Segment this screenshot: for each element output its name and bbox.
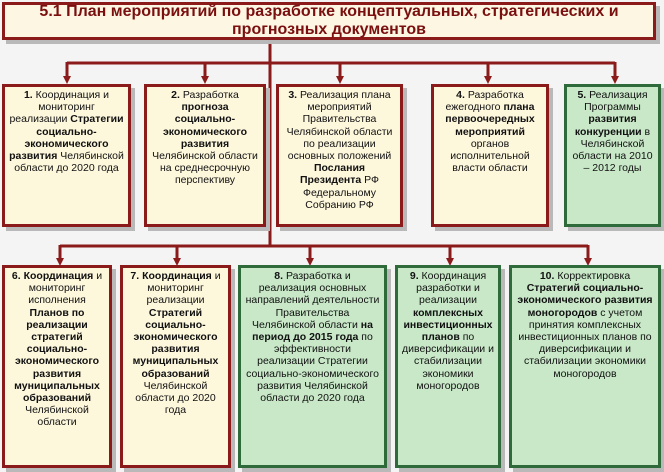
box-text: и мониторинг исполнения xyxy=(28,270,103,307)
box-text: с учетом принятия комплексных инвестиционных планов по диверсификации и стабилизации экономики моногородов xyxy=(518,306,652,380)
box-highlight: Планов по реализации стратегий социально-экономического развития муниципальных образований xyxy=(14,306,100,405)
box-number: 5. xyxy=(577,89,587,101)
box-text: Координация и мониторинг реализации xyxy=(9,89,110,126)
page-title: 5.1 План мероприятий по разработке концептуальных, стратегических и прогнозных документов xyxy=(2,2,656,40)
plan-box-6 xyxy=(2,265,112,468)
box-text: РФ Федеральному Собранию РФ xyxy=(302,174,380,211)
box-text: органов исполнительной власти области xyxy=(450,137,530,175)
box-text: и мониторинг реализации xyxy=(146,270,221,307)
box-number: 3. xyxy=(288,89,298,101)
box-text: Челябинской области xyxy=(25,404,89,429)
box-highlight: развития конкуренции xyxy=(574,113,642,138)
box-highlight: Стратегий социально-экономического развития муниципальных образований xyxy=(132,306,219,380)
box-number: 1. xyxy=(23,89,33,101)
box-highlight: на период до 2015 года xyxy=(252,318,373,344)
box-highlight: комплексных инвестиционных планов xyxy=(403,306,493,344)
box-number: 10. xyxy=(539,270,555,282)
box-highlight: Координация xyxy=(23,270,94,282)
box-highlight: Послания Президента xyxy=(299,162,366,187)
plan-box-1 xyxy=(2,84,131,227)
box-highlight: плана первоочередных мероприятий xyxy=(445,101,535,138)
box-highlight: прогноза социально-экономического развития xyxy=(163,101,247,150)
box-highlight: Координация xyxy=(142,270,212,282)
plan-box-4 xyxy=(431,84,549,227)
box-number: 9. xyxy=(409,270,419,282)
box-text: Реализация Программы xyxy=(584,89,648,114)
box-number: 6. xyxy=(11,270,21,282)
box-number: 2. xyxy=(171,89,180,101)
box-text: Координация разработки и реализации xyxy=(416,270,487,307)
plan-box-7 xyxy=(120,265,231,468)
box-text: Разработка ежегодного xyxy=(445,89,524,114)
plan-box-5 xyxy=(564,84,661,227)
box-number: 4. xyxy=(456,89,465,101)
box-highlight: Стратегий социально-экономического развития моногородов xyxy=(517,282,653,319)
box-text: Реализация плана мероприятий Правительства Челябинской области по реализации основных положений xyxy=(286,89,393,163)
plan-box-2 xyxy=(144,84,266,227)
box-text: по диверсификации и стабилизации экономики моногородов xyxy=(402,331,494,392)
box-text: в Челябинской области на 2010 – 2012 годы xyxy=(572,125,653,175)
plan-box-8 xyxy=(238,265,387,468)
box-text: Челябинской области на среднесрочную перспективу xyxy=(152,150,258,187)
box-text: Челябинской области до 2020 года xyxy=(14,150,124,175)
plan-box-9 xyxy=(395,265,501,468)
box-number: 8. xyxy=(274,270,284,282)
plan-box-3 xyxy=(276,84,403,227)
box-text: Корректировка xyxy=(554,270,631,282)
box-text: Разработка и реализация основных направлений деятельности Правительства Челябинской области xyxy=(245,270,380,331)
box-highlight: Стратегии социально-экономического развития xyxy=(9,113,124,163)
box-text: Разработка xyxy=(179,89,239,101)
box-number: 7. xyxy=(130,270,140,282)
plan-box-10 xyxy=(509,265,661,468)
box-text: Челябинской области до 2020 года xyxy=(135,379,216,417)
box-text: по эффективности реализации Стратегии социально-экономического развития Челябинской области до 2020 года xyxy=(246,331,379,405)
